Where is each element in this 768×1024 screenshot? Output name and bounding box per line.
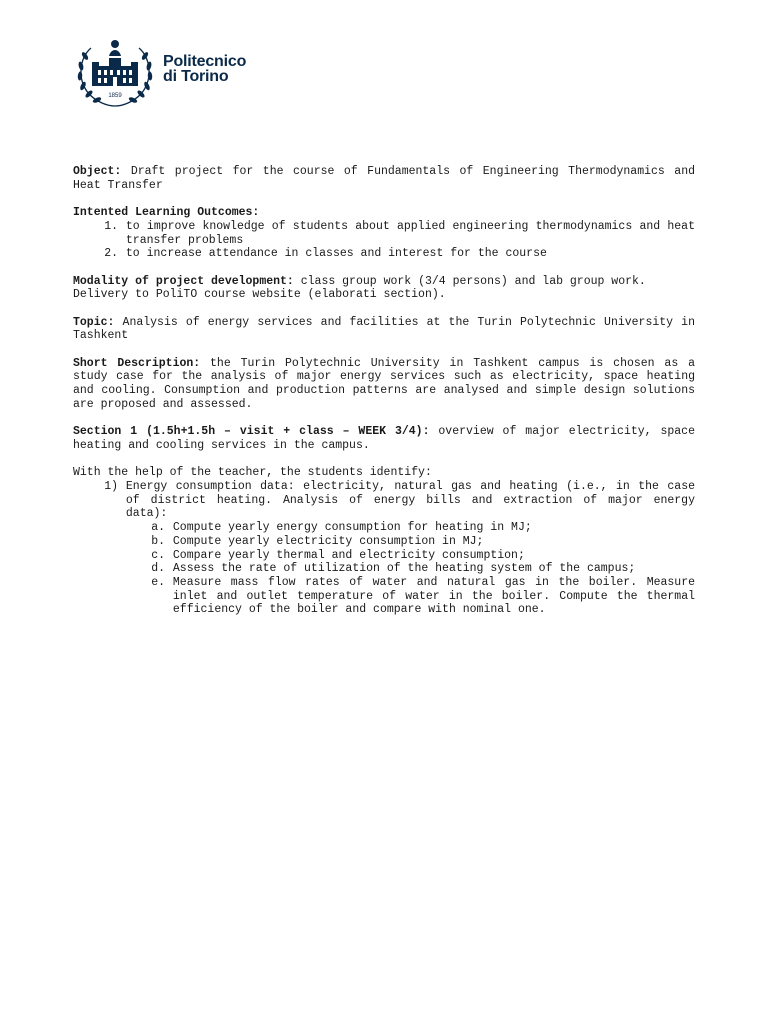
- topic-paragraph: [73, 316, 695, 343]
- section1-text: overview of major electricity, space heating and cooling services in the campus.: [73, 425, 695, 452]
- list-item-number: 1): [104, 480, 118, 494]
- short-description-paragraph: [73, 357, 695, 412]
- document-body: [73, 165, 695, 617]
- logo-line-2: di Torino: [163, 68, 229, 85]
- modality-label: Modality of project development:: [73, 274, 294, 288]
- list-item-text: Compute yearly energy consumption for heating in MJ;: [172, 521, 532, 535]
- modality-text: class group work (3/4 persons) and lab group work.: [300, 274, 646, 288]
- list-item: [73, 480, 695, 521]
- politecnico-logo: [71, 30, 271, 110]
- list-item-number: c.: [151, 548, 165, 562]
- list-item-number: d.: [151, 562, 165, 576]
- short-description-text: the Turin Polytechnic University in Tashkent campus is chosen as a study case for the analysis of major energy services such as electricity, space heating and cooling. Consumption and production patterns are analysed and simple design solutions are proposed and assessed.: [73, 356, 695, 411]
- list-item: [73, 549, 695, 563]
- modality-paragraph: [73, 275, 695, 289]
- list-item: [73, 220, 695, 247]
- subitems-list: [73, 521, 695, 617]
- section1-label: Section 1 (1.5h+1.5h – visit + class – WEEK 3/4):: [73, 425, 430, 439]
- section1-paragraph: [73, 425, 695, 452]
- object-text: Draft project for the course of Fundamentals of Engineering Thermodynamics and Heat Transfer: [73, 165, 695, 192]
- logo-line-1: Politecnico: [163, 53, 247, 70]
- list-item: [73, 521, 695, 535]
- university-seal-icon: [71, 30, 161, 110]
- list-item-number: a.: [151, 521, 165, 535]
- list-item-number: e.: [151, 576, 165, 589]
- logo-wordmark: [163, 54, 246, 84]
- object-paragraph: [73, 165, 695, 192]
- list-item-text: Assess the rate of utilization of the heating system of the campus;: [172, 562, 636, 576]
- list-item: [73, 535, 695, 549]
- outcomes-list: [73, 220, 695, 261]
- topic-text: Analysis of energy services and facilities at the Turin Polytechnic University in Tashkent: [73, 315, 695, 343]
- list-item-text: Measure mass flow rates of water and natural gas in the boiler. Measure inlet and outlet temperature of water in the boiler. Compute the thermal efficiency of the boiler and compare with nominal one.: [172, 576, 695, 617]
- outcomes-heading: [73, 206, 695, 220]
- identify-intro: With the help of the teacher, the students identify:: [73, 466, 432, 480]
- list-item-number: 1.: [104, 219, 118, 233]
- delivery-line: Delivery to PoliTO course website (elaborati section).: [73, 288, 446, 302]
- list-item: [73, 247, 695, 261]
- list-item-text: Compute yearly electricity consumption in MJ;: [172, 534, 484, 548]
- object-label: Object:: [73, 165, 122, 178]
- list-item-text: Energy consumption data: electricity, natural gas and heating (i.e., in the case of district heating. Analysis of energy bills and extraction of major energy data):: [125, 480, 695, 521]
- list-item-number: 2.: [104, 247, 118, 261]
- list-item: [73, 576, 695, 617]
- list-item-text: Compare yearly thermal and electricity consumption;: [172, 548, 525, 562]
- topic-label: Topic:: [73, 315, 115, 329]
- list-item-text: to improve knowledge of students about applied engineering thermodynamics and heat transfer problems: [125, 219, 695, 247]
- list-item: [73, 562, 695, 576]
- list-item-text: to increase attendance in classes and interest for the course: [125, 247, 547, 261]
- short-description-label: Short Description:: [73, 356, 201, 370]
- outcomes-label: Intented Learning Outcomes:: [73, 206, 260, 220]
- list-item-number: b.: [151, 534, 165, 548]
- seal-year: 1859: [108, 93, 122, 99]
